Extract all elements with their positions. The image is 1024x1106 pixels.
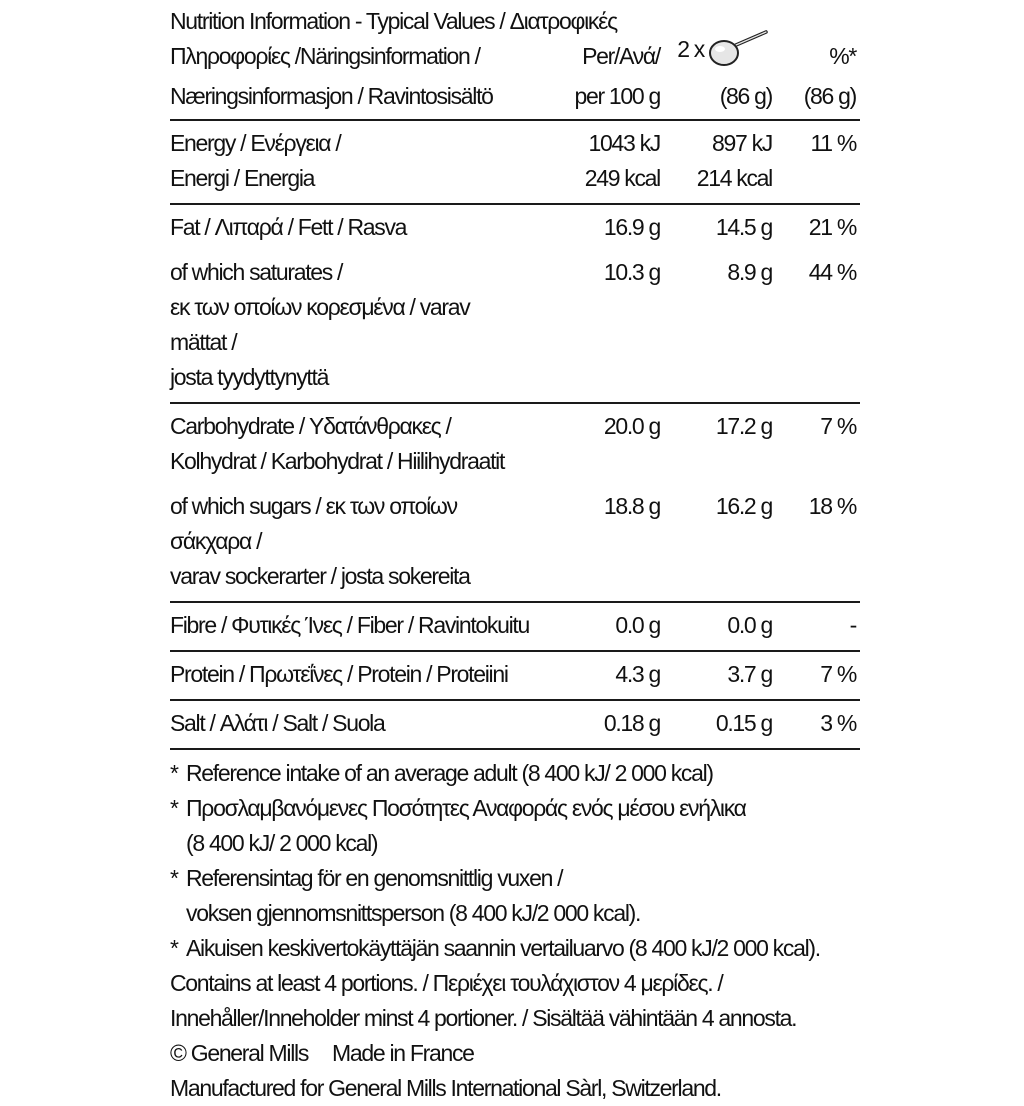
value-ri: 11 % <box>810 130 856 156</box>
table-row <box>170 608 860 643</box>
table-row <box>170 489 860 594</box>
header-title: Nutrition Information - Typical Values / Διατροφικές <box>170 8 617 34</box>
value-serving: 17.2 g <box>715 413 772 439</box>
protein-section <box>170 652 860 701</box>
value-per100: 0.0 g <box>615 612 660 638</box>
table-row <box>170 161 860 196</box>
salt-section <box>170 701 860 750</box>
value-serving: 897 kJ <box>712 130 772 156</box>
value-ri: 21 % <box>808 214 856 240</box>
value-per100: 16.9 g <box>603 214 660 240</box>
table-row <box>170 409 860 479</box>
value-serving: 8.9 g <box>727 259 772 285</box>
nutrient-name: Energi / Energia <box>170 165 315 191</box>
value-per100: 10.3 g <box>603 259 660 285</box>
header-title-line: Næringsinformasjon / Ravintosisältö <box>170 83 493 109</box>
nutrient-name: Fibre / Φυτικές Ίνες / Fiber / Ravintokuitu <box>170 612 529 638</box>
value-ri: 18 % <box>808 493 856 519</box>
table-row <box>170 706 860 741</box>
footnote-sv-no: * Referensintag för en genomsnittlig vuxen / voksen gjennomsnittsperson (8 400 kJ/2 000 kcal). <box>170 865 641 926</box>
footnote-en: * Reference intake of an average adult (8 400 kJ/ 2 000 kcal) <box>170 760 713 786</box>
table-row <box>170 210 860 245</box>
credits <box>170 1036 860 1071</box>
nutrient-name: Fat / Λιπαρά / Fett / Rasva <box>170 214 407 240</box>
manufacturer: Manufactured for General Mills International Sàrl, Switzerland. <box>170 1075 721 1101</box>
value-serving: 3.7 g <box>727 661 772 687</box>
table-row <box>170 126 860 161</box>
serving-multiplier: 2 x <box>677 35 704 62</box>
value-serving: 14.5 g <box>715 214 772 240</box>
nutrient-name: of which saturates / εκ των οποίων κορεσμένα / varav mättat / josta tyydyttynyttä <box>170 259 470 390</box>
value-serving: 214 kcal <box>696 165 772 191</box>
copyright: © General Mills <box>170 1040 309 1066</box>
per100-unit: per 100 g <box>574 83 660 109</box>
value-per100: 4.3 g <box>615 661 660 687</box>
carbohydrate-section <box>170 404 860 603</box>
table-row <box>170 255 860 395</box>
value-ri: 3 % <box>820 710 856 736</box>
nutrient-name: Carbohydrate / Υδατάνθρακες / Kolhydrat / Karbohydrat / Hiilihydraatit <box>170 413 505 474</box>
value-ri: 7 % <box>820 413 856 439</box>
ri-header: %* <box>829 43 856 69</box>
origin: Made in France <box>332 1040 474 1066</box>
energy-section <box>170 121 860 205</box>
nutrient-name: Protein / Πρωτεΐνες / Protein / Proteiini <box>170 661 508 687</box>
value-serving: 16.2 g <box>715 493 772 519</box>
value-per100: 0.18 g <box>603 710 660 736</box>
value-per100: 20.0 g <box>603 413 660 439</box>
footnote-fi: * Aikuisen keskivertokäyttäjän saannin vertailuarvo (8 400 kJ/2 000 kcal). <box>170 935 820 961</box>
table-header <box>170 4 860 121</box>
nutrient-name: of which sugars / εκ των οποίων σάκχαρα / varav sockerarter / josta sokereita <box>170 493 470 589</box>
value-per100: 1043 kJ <box>588 130 660 156</box>
value-ri: 44 % <box>808 259 856 285</box>
nutrient-name: Energy / Ενέργεια / <box>170 130 341 156</box>
fibre-section <box>170 603 860 652</box>
portions-note: Contains at least 4 portions. / Περιέχει τουλάχιστον 4 μερίδες. / Innehåller/Inneholder minst 4 portioner. / Sisältää vähintään 4 annosta. <box>170 970 797 1031</box>
nutrition-label <box>170 4 860 1106</box>
serving-weight: (86 g) <box>719 83 772 109</box>
scoop-spoon-icon <box>706 29 772 69</box>
value-per100: 18.8 g <box>603 493 660 519</box>
value-serving: 0.0 g <box>727 612 772 638</box>
header-title-line: Πληροφορίες /Näringsinformation / <box>170 43 480 69</box>
serving-header <box>660 35 772 79</box>
per100-header: Per/Ανά/ <box>582 43 660 69</box>
table-row <box>170 657 860 692</box>
value-per100: 249 kcal <box>584 165 660 191</box>
footnotes <box>170 750 860 1106</box>
ri-weight: (86 g) <box>803 83 856 109</box>
fat-section <box>170 205 860 404</box>
value-serving: 0.15 g <box>715 710 772 736</box>
value-ri: - <box>849 612 856 638</box>
footnote-el: * Προσλαμβανόμενες Ποσότητες Αναφοράς ενός μέσου ενήλικα (8 400 kJ/ 2 000 kcal) <box>170 795 746 856</box>
value-ri: 7 % <box>820 661 856 687</box>
nutrient-name: Salt / Αλάτι / Salt / Suola <box>170 710 385 736</box>
